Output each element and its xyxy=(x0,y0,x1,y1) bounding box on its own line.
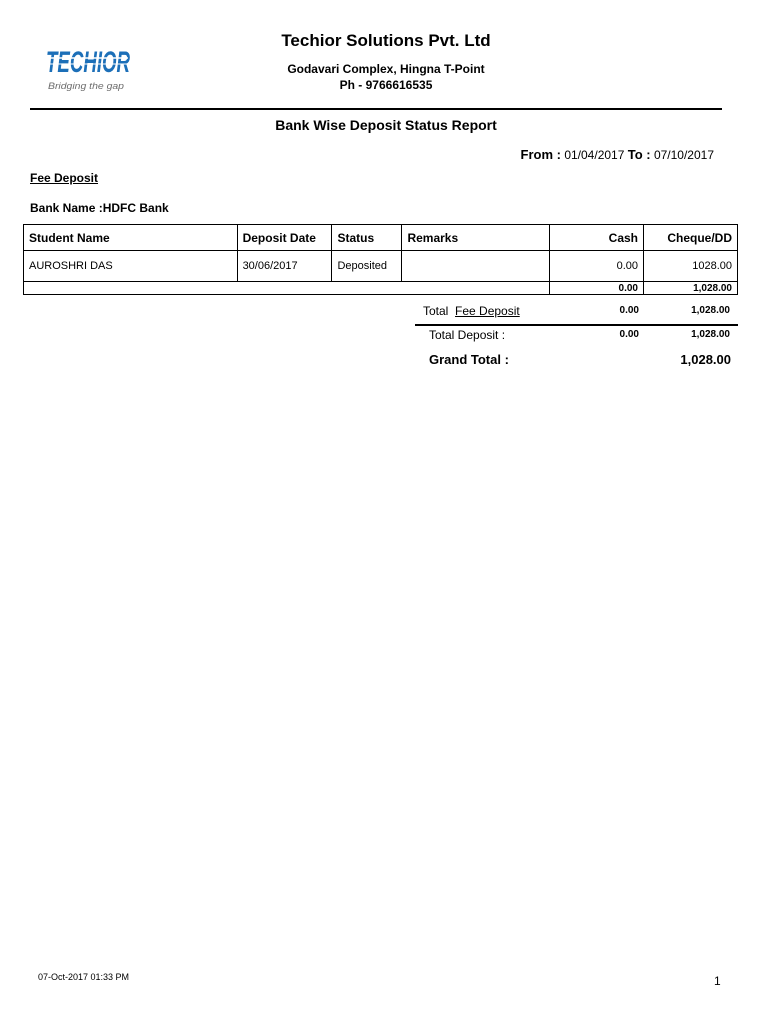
fee-total-cheque: 1,028.00 xyxy=(691,305,730,316)
grand-total-value: 1,028.00 xyxy=(680,352,731,367)
table-header-row xyxy=(24,225,738,251)
company-logo xyxy=(44,32,132,94)
table-row xyxy=(24,251,738,282)
deposit-total-label: Total Deposit : xyxy=(429,328,506,342)
date-range xyxy=(521,147,714,162)
bank-name: Bank Name :HDFC Bank xyxy=(30,201,169,215)
company-phone: Ph - 9766616535 xyxy=(339,78,433,92)
cell-cash: 0.00 xyxy=(550,251,644,282)
svg-text:TECHIOR: TECHIOR xyxy=(46,46,131,79)
fee-total-label xyxy=(423,304,520,318)
deposit-total-cash: 0.00 xyxy=(619,329,639,340)
cell-remarks xyxy=(402,251,550,282)
cell-student-name: AUROSHRI DAS xyxy=(24,251,238,282)
subtotal-blank xyxy=(332,282,402,295)
subtotal-cheque: 1,028.00 xyxy=(644,282,738,295)
header-student-name: Student Name xyxy=(24,225,238,251)
header-remarks: Remarks xyxy=(402,225,550,251)
header-divider xyxy=(30,108,722,110)
deposit-total-cheque: 1,028.00 xyxy=(691,329,730,340)
section-title: Fee Deposit xyxy=(30,171,99,185)
printed-timestamp: 07-Oct-2017 01:33 PM xyxy=(38,972,130,982)
company-name: Techior Solutions Pvt. Ltd xyxy=(281,31,491,50)
subtotal-blank xyxy=(402,282,550,295)
subtotal-blank xyxy=(237,282,332,295)
subtotal-cash: 0.00 xyxy=(550,282,644,295)
cell-status: Deposited xyxy=(332,251,402,282)
to-label: To : xyxy=(627,147,651,162)
company-address: Godavari Complex, Hingna T-Point xyxy=(287,62,485,76)
totals-divider xyxy=(415,324,738,326)
report-title: Bank Wise Deposit Status Report xyxy=(275,117,497,133)
to-value: 07/10/2017 xyxy=(653,148,714,162)
grand-total-label: Grand Total : xyxy=(429,352,509,367)
svg-text:Bridging the gap: Bridging the gap xyxy=(48,81,124,91)
cell-cheque: 1028.00 xyxy=(644,251,738,282)
header-deposit-date: Deposit Date xyxy=(237,225,332,251)
header-cash: Cash xyxy=(550,225,644,251)
cell-deposit-date: 30/06/2017 xyxy=(237,251,332,282)
deposit-table xyxy=(23,224,738,295)
header-status: Status xyxy=(332,225,402,251)
subtotal-blank xyxy=(24,282,238,295)
fee-total-cash: 0.00 xyxy=(619,305,639,316)
header-cheque: Cheque/DD xyxy=(644,225,738,251)
page-number: 1 xyxy=(714,974,721,988)
table-subtotal-row xyxy=(24,282,738,295)
fee-total-name: Fee Deposit xyxy=(455,304,520,318)
fee-total-prefix: Total xyxy=(423,304,449,318)
from-value: 01/04/2017 xyxy=(564,148,625,162)
from-label: From : xyxy=(520,147,561,162)
company-address-block xyxy=(200,61,572,93)
